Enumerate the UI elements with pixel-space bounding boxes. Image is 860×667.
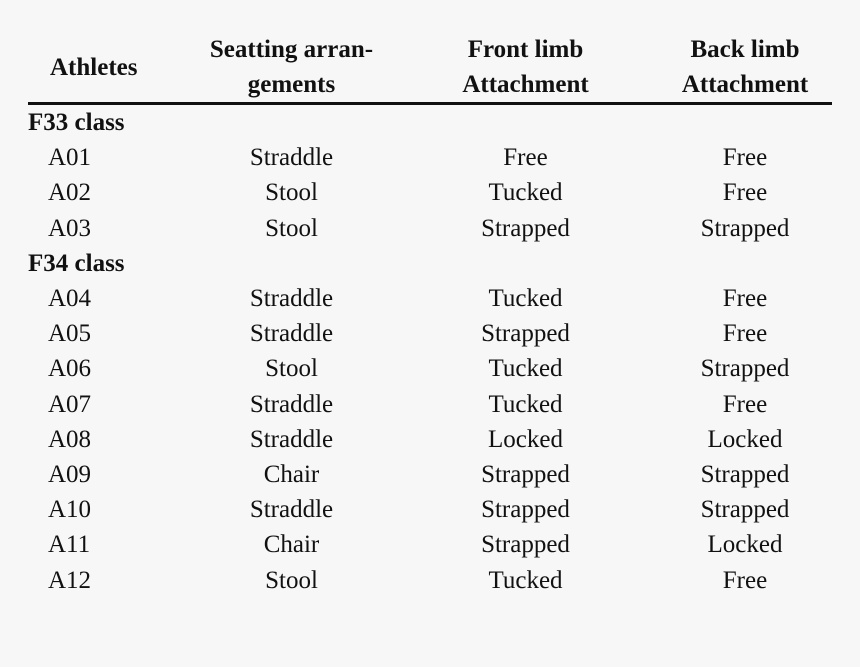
- back-limb-cell: Strapped: [700, 355, 790, 383]
- athlete-cell: A06: [48, 355, 92, 383]
- header-seating-line1: Seatting arran-: [209, 36, 374, 63]
- front-limb-cell: Tucked: [488, 566, 563, 594]
- front-limb-cell: Free: [503, 144, 548, 172]
- seating-cell: Stool: [265, 214, 318, 242]
- athlete-attachment-table: [28, 32, 832, 598]
- seating-cell: Straddle: [249, 496, 334, 524]
- back-limb-cell: Free: [722, 566, 768, 594]
- back-limb-cell: Locked: [707, 425, 783, 453]
- back-limb-cell: Free: [722, 285, 768, 313]
- athlete-cell: A02: [48, 179, 92, 207]
- header-back-line1: Back limb: [690, 36, 800, 63]
- header-back-limb: [658, 32, 832, 104]
- header-front-limb: [393, 32, 658, 104]
- front-limb-cell: Tucked: [488, 355, 563, 383]
- group-label: F33 class: [28, 109, 125, 137]
- table-row: [28, 422, 832, 457]
- back-limb-cell: Free: [722, 144, 768, 172]
- seating-cell: Stool: [265, 566, 318, 594]
- table-row: [28, 140, 832, 175]
- header-seating: [190, 32, 393, 104]
- seating-cell: Straddle: [249, 144, 334, 172]
- athlete-cell: A04: [48, 285, 92, 313]
- header-athletes: [28, 32, 190, 104]
- back-limb-cell: Free: [722, 179, 768, 207]
- back-limb-cell: Strapped: [700, 460, 790, 488]
- front-limb-cell: Strapped: [481, 320, 570, 348]
- front-limb-cell: Tucked: [488, 390, 563, 418]
- front-limb-cell: Tucked: [488, 179, 563, 207]
- header-seating-line2: gements: [247, 71, 336, 98]
- athlete-cell: A05: [48, 320, 92, 348]
- athlete-cell: A01: [48, 144, 92, 172]
- seating-cell: Straddle: [249, 390, 334, 418]
- athlete-cell: A09: [48, 460, 92, 488]
- table-header: [28, 32, 832, 104]
- athlete-cell: A08: [48, 425, 92, 453]
- group-row: [28, 104, 832, 141]
- header-back-line2: Attachment: [681, 71, 809, 98]
- group-label: F34 class: [28, 249, 125, 277]
- athlete-cell: A11: [48, 531, 91, 559]
- seating-cell: Straddle: [249, 320, 334, 348]
- back-limb-cell: Locked: [707, 531, 783, 559]
- seating-cell: Straddle: [249, 285, 334, 313]
- back-limb-cell: Strapped: [700, 496, 790, 524]
- front-limb-cell: Locked: [488, 425, 563, 453]
- header-row: [28, 32, 832, 104]
- seating-cell: Chair: [263, 460, 320, 488]
- seating-cell: Straddle: [249, 425, 334, 453]
- header-front-line1: Front limb: [467, 36, 584, 63]
- athlete-cell: A12: [48, 566, 92, 594]
- athlete-cell: A07: [48, 390, 92, 418]
- table-row: [28, 175, 832, 210]
- table-row: [28, 387, 832, 422]
- back-limb-cell: Strapped: [700, 214, 790, 242]
- table-row: [28, 351, 832, 386]
- back-limb-cell: Free: [722, 320, 768, 348]
- front-limb-cell: Strapped: [481, 214, 570, 242]
- header-front-line2: Attachment: [462, 71, 589, 98]
- front-limb-cell: Tucked: [488, 285, 563, 313]
- header-athletes-label: Athletes: [50, 53, 138, 81]
- seating-cell: Stool: [265, 355, 318, 383]
- back-limb-cell: Free: [722, 390, 768, 418]
- table-row: [28, 281, 832, 316]
- table-row: [28, 527, 832, 562]
- table-row: [28, 316, 832, 351]
- athlete-cell: A03: [48, 214, 92, 242]
- front-limb-cell: Strapped: [481, 531, 570, 559]
- table-body: [28, 104, 832, 598]
- seating-cell: Chair: [263, 531, 320, 559]
- table-row: [28, 492, 832, 527]
- group-row: [28, 246, 832, 281]
- front-limb-cell: Strapped: [481, 460, 570, 488]
- front-limb-cell: Strapped: [481, 496, 570, 524]
- table-row: [28, 562, 832, 597]
- seating-cell: Stool: [265, 179, 318, 207]
- table-row: [28, 457, 832, 492]
- athlete-cell: A10: [48, 496, 92, 524]
- table-row: [28, 211, 832, 246]
